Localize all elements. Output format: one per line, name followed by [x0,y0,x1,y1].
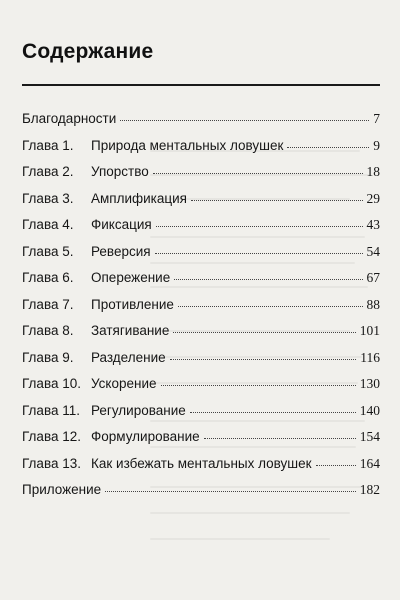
toc-entry-title: Реверсия [91,243,151,259]
dot-leader [173,332,355,333]
toc-chapter-label: Глава 7. [22,296,74,312]
toc-entry[interactable] [22,429,380,456]
toc-entry[interactable] [22,297,380,324]
toc-entry[interactable] [22,111,380,138]
dot-leader [316,465,356,466]
toc-entry-page: 18 [366,164,380,179]
toc-entry-title: Ускорение [91,376,157,391]
toc-entry-page: 116 [360,349,380,365]
toc-entry-title: Формулирование [91,429,200,444]
toc-chapter-label: Глава 9. [22,349,74,365]
toc-entry-title: Затягивание [91,323,170,338]
toc-entry-page: 43 [366,217,380,232]
toc-entry-page: 29 [366,190,380,206]
toc-entry[interactable] [22,376,380,403]
toc-entry-title: Приложение [22,482,102,497]
toc-entry[interactable] [22,323,380,350]
toc-entry-title: Опережение [91,270,171,285]
dot-leader [156,226,363,227]
dot-leader [204,438,356,439]
toc-chapter-label: Глава 10. [22,376,81,391]
toc-entry-page: 88 [366,296,380,312]
toc-chapter-label: Глава 2. [22,164,74,179]
dot-leader [105,491,356,492]
toc-entry[interactable] [22,350,380,377]
toc-entry-title: Благодарности [22,111,117,126]
toc-entry-page: 7 [373,111,380,126]
toc-entry-title: Упорство [91,164,149,179]
toc-entry-title: Регулирование [91,402,186,418]
toc-entry-page: 154 [359,429,380,444]
toc-entry-page: 164 [359,455,380,471]
toc-entry-title: Амплификация [91,190,187,206]
dot-leader [287,147,369,148]
toc-entry-page: 140 [359,402,380,418]
toc-entry-title: Как избежать ментальных ловушек [91,455,312,471]
toc-entry-title: Разделение [91,349,166,365]
toc-entry[interactable] [22,217,380,244]
toc-chapter-label: Глава 5. [22,243,74,259]
toc-entry[interactable] [22,270,380,297]
toc-entry-page: 54 [366,243,380,259]
dot-leader [178,306,363,307]
toc-chapter-label: Глава 11. [22,402,80,418]
dot-leader [155,253,363,254]
page-title: Содержание [22,40,154,63]
toc-entry-page: 9 [373,137,380,153]
toc-entry[interactable] [22,482,380,509]
toc-chapter-label: Глава 13. [22,455,81,471]
heading-rule [22,84,380,86]
toc-entry-title: Противление [91,296,174,312]
toc-entry[interactable] [22,191,380,218]
toc-chapter-label: Глава 1. [22,137,74,153]
dot-leader [190,412,356,413]
dot-leader [191,200,363,201]
toc-chapter-label: Глава 3. [22,190,74,206]
toc-entry[interactable] [22,138,380,165]
toc-entry-title: Фиксация [91,217,152,232]
dot-leader [174,279,362,280]
toc-entry-page: 67 [366,270,380,285]
toc-entry-page: 182 [359,482,380,497]
toc-chapter-label: Глава 4. [22,217,74,232]
dot-leader [120,120,369,121]
toc-entry-page: 101 [359,323,380,338]
toc-entry-title: Природа ментальных ловушек [91,137,284,153]
toc-chapter-label: Глава 6. [22,270,74,285]
dot-leader [153,173,363,174]
dot-leader [170,359,357,360]
table-of-contents [22,111,380,509]
toc-entry[interactable] [22,403,380,430]
toc-entry[interactable] [22,456,380,483]
toc-chapter-label: Глава 8. [22,323,74,338]
toc-entry-page: 130 [359,376,380,391]
toc-chapter-label: Глава 12. [22,429,81,444]
toc-entry[interactable] [22,164,380,191]
dot-leader [161,385,356,386]
toc-entry[interactable] [22,244,380,271]
